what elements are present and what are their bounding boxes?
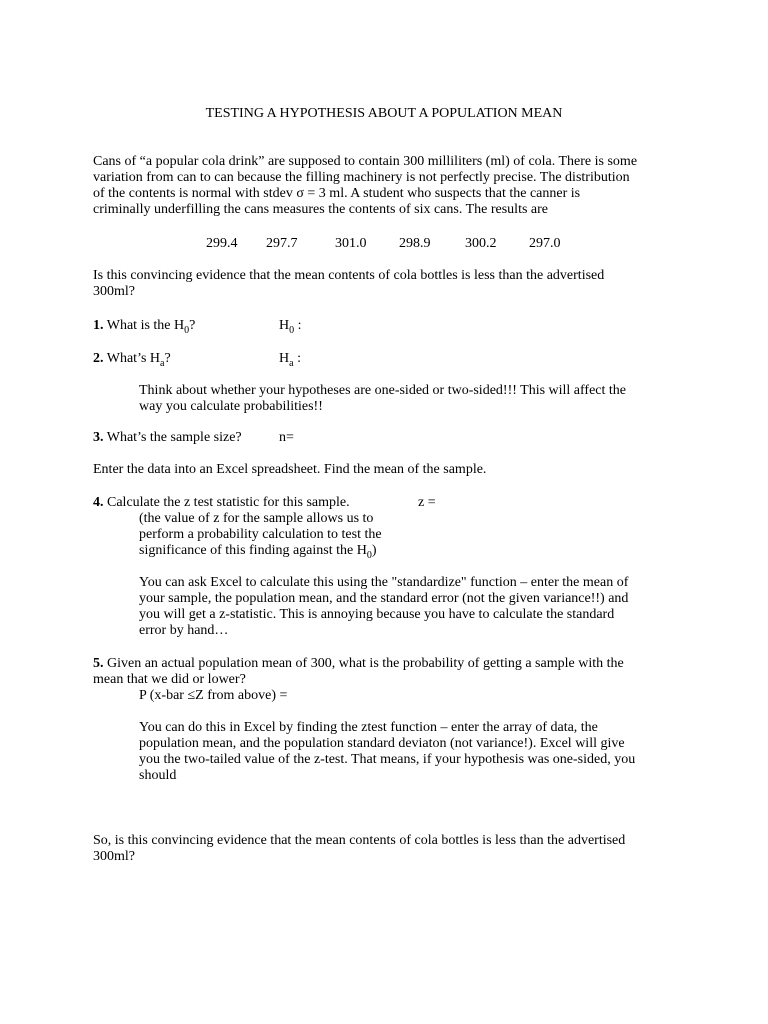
conclusion-line-1: So, is this convincing evidence that the mean contents of cola bottles is less than the advertised <box>93 833 626 848</box>
conclusion-line-2: 300ml? <box>93 849 135 864</box>
question-number: 2. <box>93 351 104 366</box>
question-number: 5. <box>93 656 104 671</box>
data-value: 297.7 <box>266 236 298 251</box>
question-4-note-line-1: (the value of z for the sample allows us to <box>139 511 374 526</box>
data-value: 300.2 <box>465 236 497 251</box>
standardize-hint-line-1: You can ask Excel to calculate this using the "standardize" function – enter the mean of <box>139 575 629 590</box>
ztest-hint-line-3: you the two-tailed value of the z-test. That means, if your hypothesis was one-sided, you <box>139 752 636 767</box>
question-4-note-line-2: perform a probability calculation to test the <box>139 527 382 542</box>
question-5-line-1 <box>93 656 624 672</box>
excel-instruction: Enter the data into an Excel spreadsheet. Find the mean of the sample. <box>93 462 487 477</box>
question-text: What’s the sample size? <box>106 430 242 445</box>
ztest-hint-line-4: should <box>139 768 177 783</box>
ztest-hint-line-1: You can do this in Excel by finding the ztest function – enter the array of data, the <box>139 720 598 735</box>
standardize-hint-line-2: your sample, the population mean, and the standard error (not the given variance!!) and <box>139 591 629 606</box>
data-values-row <box>0 236 768 252</box>
question-4-answer: z = <box>418 495 436 510</box>
ztest-hint-line-2: population mean, and the population standard deviaton (not variance!). Excel will give <box>139 736 625 751</box>
data-value: 301.0 <box>335 236 367 251</box>
question-text: What is the H <box>106 318 185 333</box>
question-4 <box>93 495 350 511</box>
intro-line-1: Cans of “a popular cola drink” are supposed to contain 300 milliliters (ml) of cola. There is some <box>93 154 638 169</box>
data-value: 298.9 <box>399 236 431 251</box>
question-text: What’s H <box>106 351 161 366</box>
sides-hint-line-1: Think about whether your hypotheses are one-sided or two-sided!!! This will affect the <box>139 383 627 398</box>
question-text: Given an actual population mean of 300, what is the probability of getting a sample with the <box>107 656 624 671</box>
question-4-note-line-3: significance of this finding against the $H_0$) <box>139 543 377 561</box>
question-5-formula: P (x-bar ≤Z from above) = <box>139 688 288 703</box>
question-1: 1. What is the $H_0$? <box>93 318 196 336</box>
question-number: 4. <box>93 495 104 510</box>
question-number: 3. <box>93 430 104 445</box>
question-3-answer: n= <box>279 430 294 445</box>
data-value: 297.0 <box>529 236 561 251</box>
main-question-line-2: 300ml? <box>93 284 135 299</box>
question-3 <box>93 430 242 446</box>
data-value: 299.4 <box>206 236 238 251</box>
sides-hint-line-2: way you calculate probabilities!! <box>139 399 323 414</box>
question-2-answer: $H_a$ : <box>279 351 301 369</box>
intro-line-4: criminally underfilling the cans measures the contents of six cans. The results are <box>93 202 548 217</box>
question-number: 1. <box>93 318 104 333</box>
question-1-answer: $H_0$ : <box>279 318 302 336</box>
question-5-line-2: mean that we did or lower? <box>93 672 246 687</box>
intro-line-3: of the contents is normal with stdev σ = 3 ml. A student who suspects that the canner is <box>93 186 581 201</box>
standardize-hint-line-4: error by hand… <box>139 623 229 638</box>
question-2: 2. What’s $H_a$? <box>93 351 171 369</box>
intro-line-2: variation from can to can because the filling machinery is not perfectly precise. The distribution <box>93 170 630 185</box>
standardize-hint-line-3: you will get a z-statistic. This is annoying because you have to calculate the standard <box>139 607 615 622</box>
main-question-line-1: Is this convincing evidence that the mean contents of cola bottles is less than the advertised <box>93 268 605 283</box>
question-text: Calculate the z test statistic for this sample. <box>107 495 350 510</box>
page-title: TESTING A HYPOTHESIS ABOUT A POPULATION MEAN <box>205 106 563 121</box>
